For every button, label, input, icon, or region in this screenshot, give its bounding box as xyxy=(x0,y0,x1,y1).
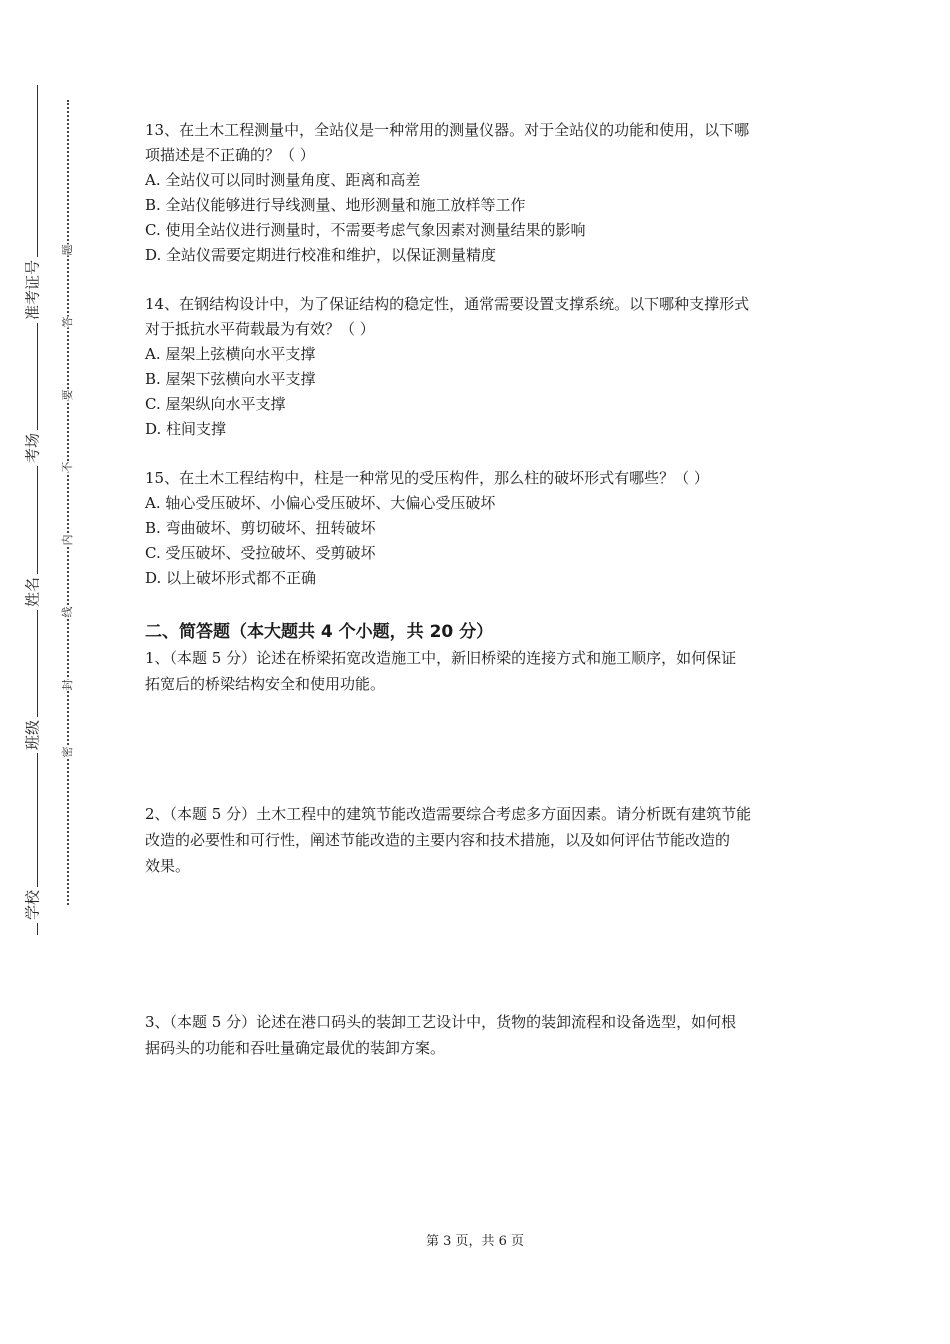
short-answer-text: 据码头的功能和吞吐量确定最优的装卸方案。 xyxy=(145,1039,446,1057)
seal-char: 答 xyxy=(58,317,76,328)
question-stem: 15、在土木工程结构中，柱是一种常见的受压构件，那么柱的破坏形式有哪些？（ ） xyxy=(145,469,709,487)
seal-char: 内 xyxy=(58,535,76,546)
option-a: A. 轴心受压破坏、小偏心受压破坏、大偏心受压破坏 xyxy=(145,494,496,512)
binding-dotted-line xyxy=(67,100,69,905)
option-a: A. 屋架上弦横向水平支撑 xyxy=(145,345,316,363)
seal-char: 要 xyxy=(58,390,76,401)
short-answer-2 xyxy=(145,801,815,879)
binding-margin xyxy=(0,0,100,1344)
seal-char: 不 xyxy=(58,462,76,473)
option-b: B. 屋架下弦横向水平支撑 xyxy=(145,370,316,388)
class-label: 班级 xyxy=(22,717,43,753)
question-15 xyxy=(145,466,815,591)
question-stem: 13、在土木工程测量中，全站仪是一种常用的测量仪器。对于全站仪的功能和使用，以下哪 xyxy=(145,121,750,139)
short-answer-text: 1、（本题 5 分）论述在桥梁拓宽改造施工中，新旧桥梁的连接方式和施工顺序，如何保证 xyxy=(145,649,737,667)
option-c: C. 屋架纵向水平支撑 xyxy=(145,395,286,413)
section-title: 二、简答题（本大题共 4 个小题，共 20 分） xyxy=(145,622,494,642)
question-stem: 对于抵抗水平荷载最为有效？（ ） xyxy=(145,320,375,338)
option-d: D. 柱间支撑 xyxy=(145,420,227,438)
option-b: B. 弯曲破坏、剪切破坏、扭转破坏 xyxy=(145,519,376,537)
exam-number-label: 准考证号 xyxy=(22,257,43,323)
seal-char: 密 xyxy=(58,747,76,758)
option-d: D. 全站仪需要定期进行校准和维护，以保证测量精度 xyxy=(145,246,497,264)
page-content xyxy=(145,118,815,1061)
page-number: 第 3 页，共 6 页 xyxy=(425,1234,525,1249)
question-14 xyxy=(145,292,815,442)
short-answer-text: 3、（本题 5 分）论述在港口码头的装卸工艺设计中，货物的装卸流程和设备选型，如何根 xyxy=(145,1013,737,1031)
name-label: 姓名 xyxy=(22,574,43,610)
short-answer-text: 拓宽后的桥梁结构安全和使用功能。 xyxy=(145,675,386,693)
school-label: 学校 xyxy=(22,887,43,923)
question-13 xyxy=(145,118,815,268)
short-answer-3 xyxy=(145,1009,815,1061)
exam-room-label: 考场 xyxy=(22,430,43,466)
question-stem: 项描述是不正确的？（ ） xyxy=(145,146,315,164)
short-answer-text: 效果。 xyxy=(145,857,191,875)
seal-char: 题 xyxy=(58,245,76,256)
option-a: A. 全站仪可以同时测量角度、距离和高差 xyxy=(145,171,421,189)
short-answer-text: 2、（本题 5 分）土木工程中的建筑节能改造需要综合考虑多方面因素。请分析既有建筑节能 xyxy=(145,805,752,823)
option-b: B. 全站仪能够进行导线测量、地形测量和施工放样等工作 xyxy=(145,196,526,214)
short-answer-text: 改造的必要性和可行性，阐述节能改造的主要内容和技术措施，以及如何评估节能改造的 xyxy=(145,831,731,849)
option-c: C. 使用全站仪进行测量时，不需要考虑气象因素对测量结果的影响 xyxy=(145,221,586,239)
option-c: C. 受压破坏、受拉破坏、受剪破坏 xyxy=(145,544,376,562)
seal-char: 线 xyxy=(58,607,76,618)
short-answer-1 xyxy=(145,645,815,697)
option-d: D. 以上破坏形式都不正确 xyxy=(145,569,317,587)
question-stem: 14、在钢结构设计中，为了保证结构的稳定性，通常需要设置支撑系统。以下哪种支撑形式 xyxy=(145,295,750,313)
binding-solid-line xyxy=(37,85,38,935)
seal-char: 封 xyxy=(58,680,76,691)
